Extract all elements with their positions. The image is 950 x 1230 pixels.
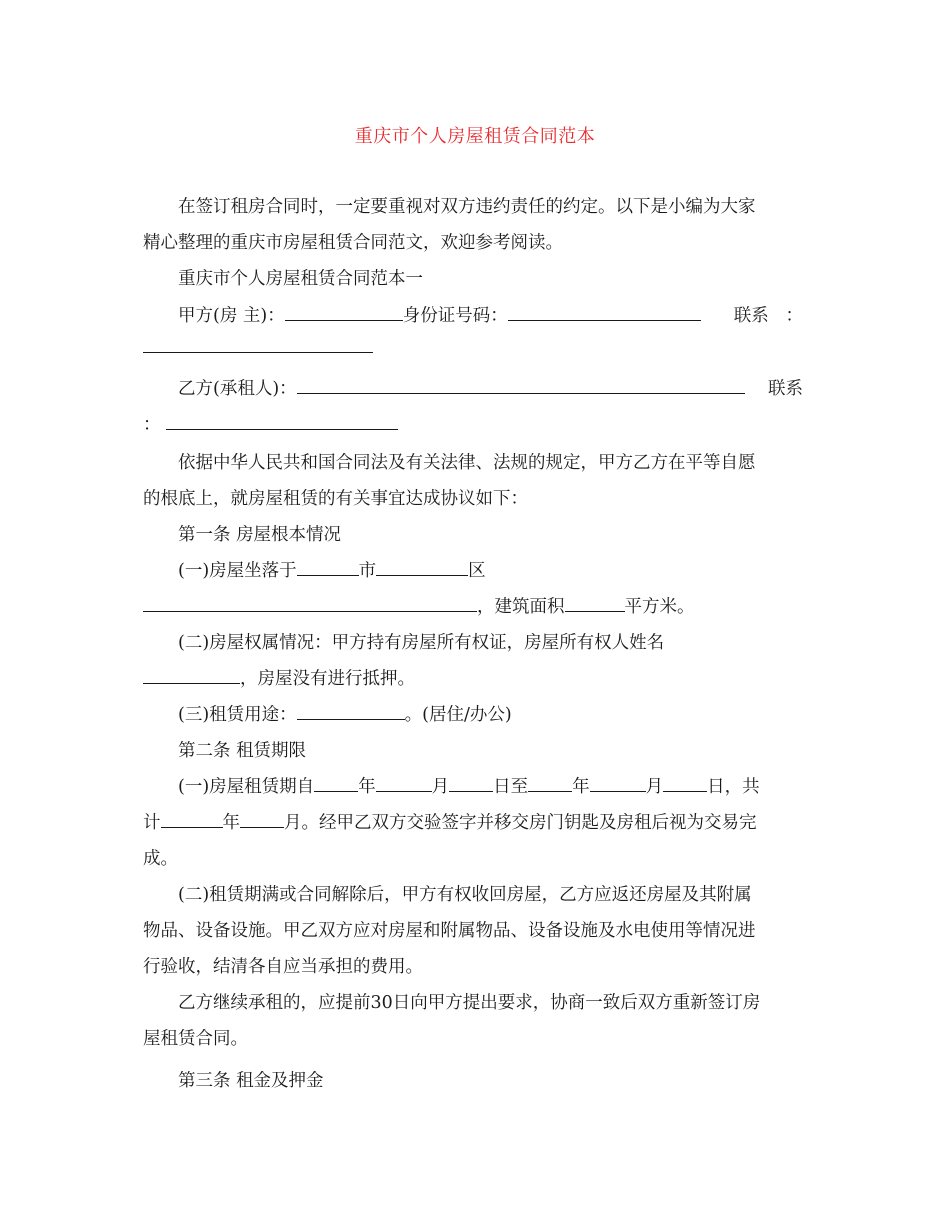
intro-line-2: 精心整理的重庆市房屋租赁合同范文，欢迎参考阅读。	[143, 233, 563, 253]
contact-a-blank[interactable]	[143, 330, 373, 353]
intro-line-1: 在签订租房合同时，一定要重视对双方违约责任的约定。以下是小编为大家	[178, 197, 756, 217]
contact-a-blank-row	[143, 330, 803, 366]
start-month-blank[interactable]	[376, 769, 432, 792]
party-b-blank[interactable]	[297, 371, 745, 394]
party-b-label: 乙方(承租人)：	[178, 379, 297, 399]
item-2-1-prefix: (一)房屋租赁期自	[178, 777, 315, 797]
document-title: 重庆市个人房屋租赁合同范本	[354, 126, 596, 147]
end-month-blank[interactable]	[590, 769, 646, 792]
usage-blank[interactable]	[297, 697, 405, 720]
contract-subtitle: 重庆市个人房屋租赁合同范本一	[178, 269, 423, 289]
address-blank[interactable]	[143, 589, 477, 612]
contact-b-row	[143, 407, 803, 443]
item-2-1-line-2-suffix: 月。经甲乙双方交验签字并移交房门钥匙及房租后视为交易完	[284, 813, 757, 833]
total-year-blank[interactable]	[161, 805, 223, 828]
contact-b-blank[interactable]	[166, 407, 398, 430]
item-1-1-row-2	[143, 589, 803, 625]
area-unit: 平方米。	[624, 597, 695, 617]
contact-colon-b: ：	[143, 415, 161, 435]
area-label: ，建筑面积	[477, 597, 565, 617]
item-2-2-line-1: (二)租赁期满或合同解除后，甲方有权收回房屋，乙方应返还房屋及其附属	[178, 885, 752, 905]
item-2-1-row	[143, 769, 803, 805]
party-a-blank[interactable]	[285, 298, 403, 321]
city-blank[interactable]	[297, 553, 359, 576]
contact-label-b: 联系	[768, 379, 803, 399]
total-month-blank[interactable]	[240, 805, 284, 828]
item-1-2-line-2: ，房屋没有进行抵押。	[240, 669, 415, 689]
day-total-label: 日，共	[707, 777, 760, 797]
city-label: 市	[358, 561, 377, 581]
district-blank[interactable]	[376, 553, 468, 576]
renew-line-1: 乙方继续承租的，应提前30日向甲方提出要求，协商一致后双方重新签订房	[178, 993, 761, 1013]
district-label: 区	[468, 561, 486, 581]
start-year-blank[interactable]	[314, 769, 358, 792]
renew-line-2: 屋租赁合同。	[143, 1029, 248, 1049]
id-number-blank[interactable]	[508, 298, 701, 321]
party-a-row	[143, 298, 803, 334]
article-3-heading: 第三条 租金及押金	[178, 1071, 324, 1091]
year-label: 年	[358, 777, 376, 797]
owner-name-blank[interactable]	[143, 661, 240, 684]
contact-label-a: 联系	[733, 306, 769, 326]
party-a-label: 甲方(房 主)：	[178, 306, 285, 326]
end-year-blank[interactable]	[528, 769, 572, 792]
party-b-row	[143, 371, 803, 407]
item-1-2-line-1: (二)房屋权属情况：甲方持有房屋所有权证，房屋所有权人姓名	[178, 633, 665, 653]
basis-line-1: 依据中华人民共和国合同法及有关法律、法规的规定，甲方乙方在平等自愿	[178, 453, 756, 473]
year-label: 年	[572, 777, 590, 797]
item-1-1-prefix: (一)房屋坐落于	[178, 561, 297, 581]
end-day-blank[interactable]	[663, 769, 707, 792]
item-2-1-line-3: 成。	[143, 849, 178, 869]
total-prefix: 计	[143, 813, 161, 833]
day-to-label: 日至	[493, 777, 529, 797]
article-2-heading: 第二条 租赁期限	[178, 741, 307, 761]
item-1-3-suffix: 。(居住/办公)	[404, 705, 512, 725]
start-day-blank[interactable]	[449, 769, 493, 792]
article-1-heading: 第一条 房屋根本情况	[178, 525, 342, 545]
item-1-3-row	[143, 697, 803, 733]
month-label: 月	[645, 777, 664, 797]
month-label: 月	[431, 777, 450, 797]
item-2-2-line-3: 行验收，结清各自应当承担的费用。	[143, 957, 423, 977]
item-2-2-line-2: 物品、设备设施。甲乙双方应对房屋和附属物品、设备设施及水电使用等情况进	[143, 921, 756, 941]
item-1-2-row-2	[143, 661, 803, 697]
item-1-3-prefix: (三)租赁用途：	[178, 705, 297, 725]
year-label: 年	[222, 813, 240, 833]
item-1-1-row	[143, 553, 803, 589]
id-label: 身份证号码：	[402, 306, 508, 326]
area-blank[interactable]	[565, 589, 625, 612]
contact-colon-a: ：	[785, 306, 803, 326]
basis-line-2: 的根底上，就房屋租赁的有关事宜达成协议如下：	[143, 489, 528, 509]
item-2-1-row-2	[143, 805, 803, 841]
